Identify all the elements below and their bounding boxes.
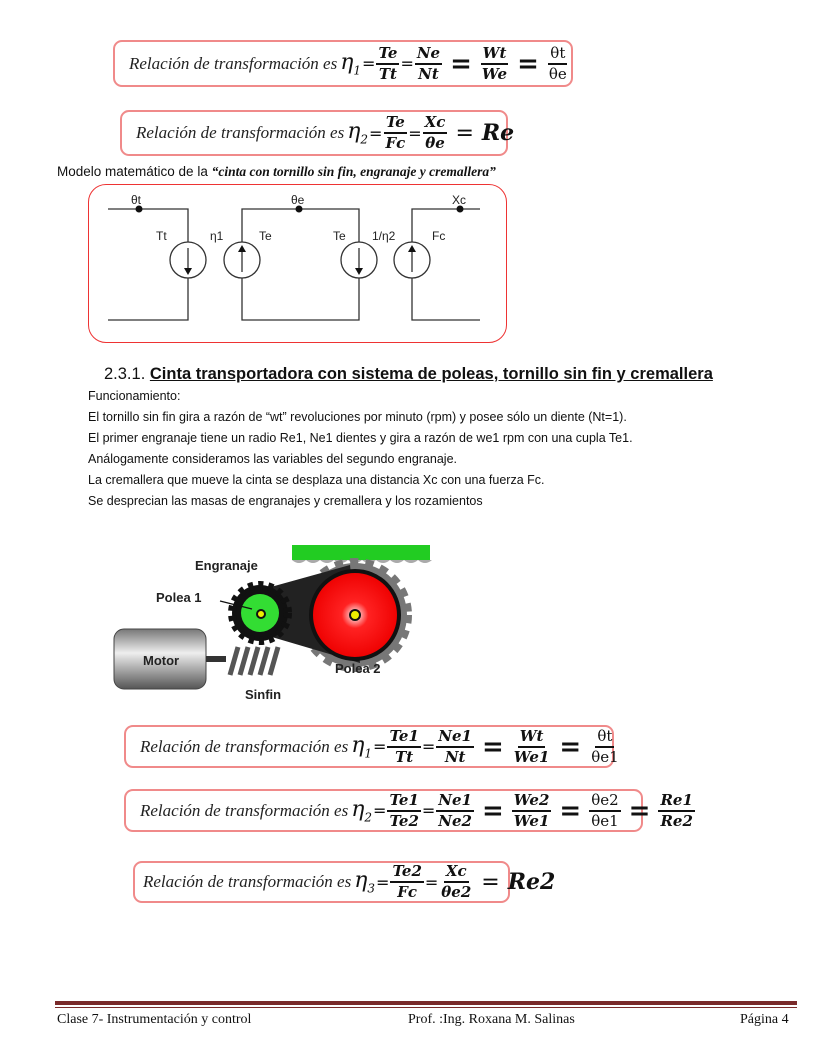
paragraph-line: Se desprecian las masas de engranajes y cremallera y los rozamientos bbox=[88, 494, 483, 508]
formula-prefix: Relación de transformación es bbox=[140, 800, 349, 820]
fraction-numerator: Ne1 bbox=[436, 727, 474, 748]
fraction-numerator: θt bbox=[548, 44, 567, 65]
fraction-numerator: Wt bbox=[481, 44, 509, 65]
fraction-denominator: Ne2 bbox=[438, 811, 472, 830]
formula-box-eta3 bbox=[133, 861, 556, 903]
fraction-numerator: Te bbox=[376, 44, 399, 65]
fraction-denominator: Te2 bbox=[389, 811, 419, 830]
fraction-numerator: We2 bbox=[512, 791, 552, 812]
fraction bbox=[512, 791, 552, 831]
paragraph-line: Análogamente consideramos las variables del segundo engranaje. bbox=[88, 452, 457, 466]
equals-sign: = bbox=[362, 54, 376, 73]
fraction bbox=[512, 727, 552, 767]
eta-symbol: $\eta_2$ bbox=[351, 796, 373, 825]
fraction-numerator: Te1 bbox=[387, 791, 420, 812]
footer-divider-thin bbox=[55, 1007, 797, 1008]
footer-course: Clase 7- Instrumentación y control bbox=[57, 1012, 252, 1027]
eta-subscript: 3 bbox=[367, 881, 376, 896]
equals-sign: = bbox=[455, 120, 474, 146]
circuit-wire-left bbox=[108, 209, 188, 242]
circuit-wire-left-bottom bbox=[108, 278, 188, 320]
eta-symbol: $\eta_3$ bbox=[354, 868, 376, 896]
eta-symbol: $\eta_1$ bbox=[351, 732, 373, 761]
label-eta1: η1 bbox=[210, 229, 224, 243]
fraction-numerator: Wt bbox=[518, 727, 546, 748]
label-polea2: Polea 2 bbox=[335, 661, 381, 676]
fraction-denominator: θe2 bbox=[441, 883, 472, 901]
fraction bbox=[390, 862, 423, 902]
footer-page-number: Página 4 bbox=[740, 1012, 789, 1027]
equals-sign: = bbox=[559, 795, 582, 826]
label-inv-eta2: 1/η2 bbox=[372, 229, 396, 243]
paragraph-line: La cremallera que mueve la cinta se desplaza una distancia Xc con una fuerza Fc. bbox=[88, 473, 545, 487]
fraction-numerator: Xc bbox=[444, 862, 469, 883]
formula-prefix: Relación de transformación es bbox=[140, 736, 349, 756]
formula-box-eta1-b bbox=[124, 725, 619, 768]
formula-result: Re bbox=[481, 120, 515, 146]
fraction-numerator: Te1 bbox=[387, 727, 420, 748]
fraction-denominator: We1 bbox=[513, 747, 550, 766]
equals-sign: = bbox=[369, 123, 383, 143]
section-number: 2.3.1. bbox=[104, 365, 150, 383]
formula-prefix: Relación de transformación es bbox=[129, 53, 338, 73]
fraction-denominator: Re2 bbox=[660, 811, 693, 830]
label-fc: Fc bbox=[432, 229, 446, 243]
equals-sign: = bbox=[481, 795, 504, 826]
fraction-denominator: θe1 bbox=[591, 747, 619, 766]
paragraph-line: El tornillo sin fin gira a razón de “wt” revoluciones por minuto (rpm) y posee sólo un diente (Nt=1). bbox=[88, 410, 627, 424]
fraction bbox=[436, 791, 474, 831]
circuit-wire-right bbox=[412, 209, 480, 242]
label-sinfin: Sinfin bbox=[245, 687, 282, 702]
formula-box-eta2-b bbox=[124, 789, 693, 832]
eta-symbol: $\eta_1$ bbox=[340, 49, 362, 78]
label-tt: Tt bbox=[156, 229, 167, 243]
fraction bbox=[387, 791, 420, 831]
equals-sign: = bbox=[376, 872, 390, 892]
eta-subscript: 1 bbox=[364, 746, 373, 761]
fraction-numerator: Te bbox=[384, 113, 407, 134]
fraction bbox=[436, 727, 474, 767]
fraction bbox=[589, 791, 620, 831]
equals-sign: = bbox=[481, 731, 504, 762]
fraction-numerator: Xc bbox=[423, 113, 448, 134]
equals-sign: = bbox=[424, 872, 439, 892]
fraction-denominator: We bbox=[481, 64, 508, 83]
label-xc: Xc bbox=[452, 193, 467, 207]
mechanism-figure bbox=[100, 535, 440, 710]
fraction bbox=[589, 727, 620, 767]
label-polea1: Polea 1 bbox=[156, 590, 202, 605]
eta-subscript: 2 bbox=[360, 132, 369, 147]
fraction bbox=[387, 727, 420, 767]
equals-sign: = bbox=[408, 123, 422, 143]
eta-subscript: 2 bbox=[364, 810, 373, 825]
worm-screw bbox=[230, 647, 278, 675]
fraction-denominator: Nt bbox=[444, 747, 466, 766]
rack bbox=[292, 545, 430, 560]
fraction-numerator: θt bbox=[595, 727, 614, 748]
label-engranaje: Engranaje bbox=[195, 558, 258, 573]
fraction-denominator: Fc bbox=[397, 883, 418, 901]
fraction-denominator: θe bbox=[548, 64, 567, 83]
paragraph-line: Funcionamiento: bbox=[88, 389, 181, 403]
fraction-numerator: θe2 bbox=[589, 791, 620, 812]
model-intro-emphasis: “cinta con tornillo sin fin, engranaje y cremallera” bbox=[211, 164, 496, 179]
fraction-numerator: Te2 bbox=[390, 862, 423, 883]
paragraph-line: El primer engranaje tiene un radio Re1, Ne1 dientes y gira a razón de we1 rpm con una cupla Te1. bbox=[88, 431, 633, 445]
circuit-wire-right-bottom bbox=[412, 278, 480, 320]
label-te-right: Te bbox=[333, 229, 346, 243]
fraction-numerator: Re1 bbox=[658, 791, 694, 812]
fraction bbox=[439, 862, 473, 902]
formula-prefix: Relación de transformación es bbox=[143, 872, 352, 891]
eta-subscript: 1 bbox=[353, 63, 362, 78]
fraction-denominator: Tt bbox=[378, 64, 397, 83]
model-intro-text: Modelo matemático de la bbox=[57, 164, 212, 179]
fraction-denominator: We1 bbox=[513, 811, 550, 830]
label-te-left: Te bbox=[259, 229, 272, 243]
equals-sign: = bbox=[373, 801, 387, 820]
fraction-denominator: θe bbox=[425, 134, 445, 152]
equals-sign: = bbox=[559, 731, 582, 762]
equals-sign: = bbox=[517, 48, 539, 79]
section-heading bbox=[104, 365, 713, 384]
fraction-denominator: θe1 bbox=[591, 811, 619, 830]
equals-sign: = bbox=[373, 737, 387, 756]
fraction-numerator: Ne1 bbox=[436, 791, 474, 812]
section-title: Cinta transportadora con sistema de poleas, tornillo sin fin y cremallera bbox=[149, 365, 713, 383]
label-theta-e: θe bbox=[291, 193, 305, 207]
fraction-denominator: Tt bbox=[395, 747, 414, 766]
label-motor: Motor bbox=[143, 653, 180, 668]
equals-sign: = bbox=[481, 869, 500, 895]
footer-divider bbox=[55, 1001, 797, 1005]
equals-sign: = bbox=[421, 801, 436, 820]
formula-prefix: Relación de transformación es bbox=[136, 123, 345, 142]
fraction-denominator: Nt bbox=[418, 64, 439, 83]
formula-result: Re2 bbox=[507, 869, 556, 895]
circuit-wire-mid-bottom bbox=[242, 278, 359, 320]
fraction-denominator: Fc bbox=[385, 134, 406, 152]
fraction-numerator: Ne bbox=[415, 44, 442, 65]
footer-author: Prof. :Ing. Roxana M. Salinas bbox=[408, 1012, 575, 1027]
equals-sign: = bbox=[400, 54, 414, 73]
label-theta-t: θt bbox=[131, 193, 142, 207]
equals-sign: = bbox=[421, 737, 436, 756]
equals-sign: = bbox=[450, 48, 472, 79]
eta-symbol: $\eta_2$ bbox=[347, 119, 369, 147]
equals-sign: = bbox=[628, 795, 651, 826]
fraction bbox=[658, 791, 694, 831]
circuit-diagram bbox=[0, 0, 816, 400]
